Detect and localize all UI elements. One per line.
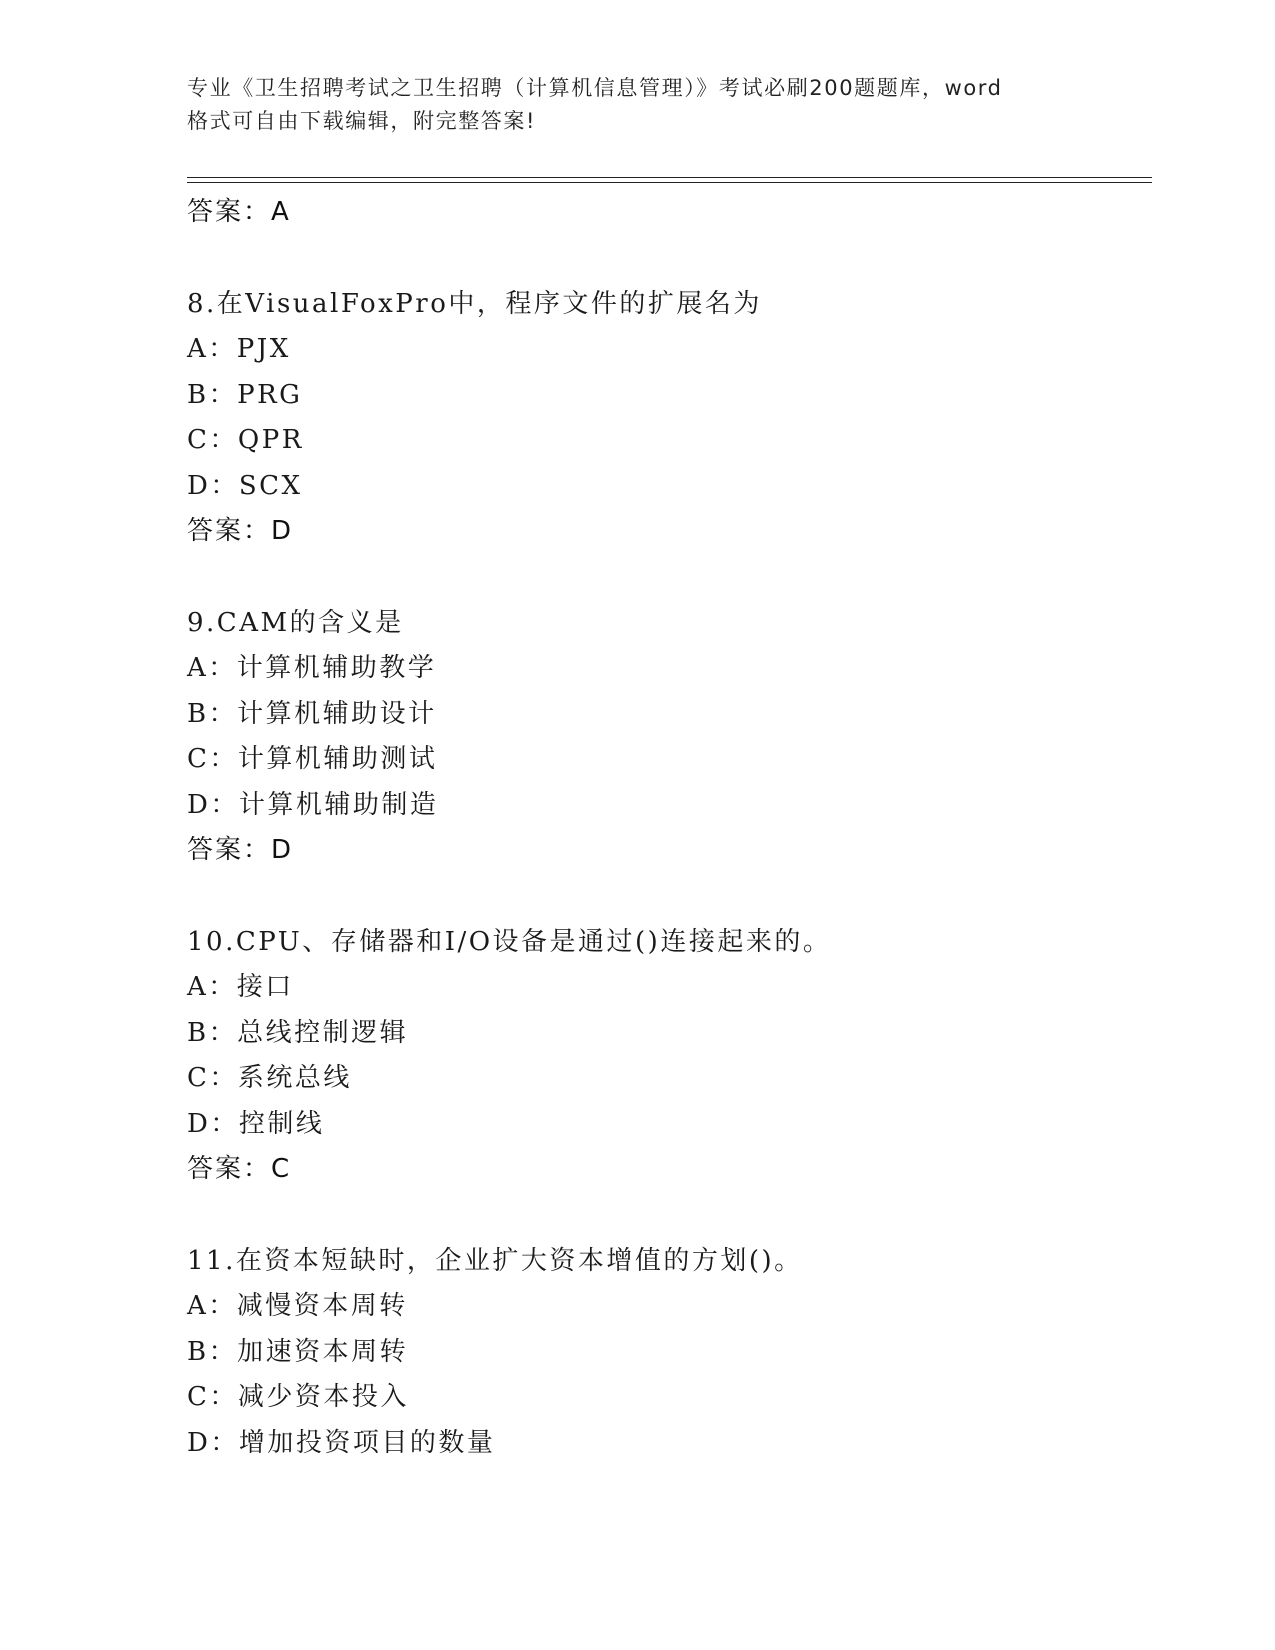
option-a: A：减慢资本周转 bbox=[187, 1291, 408, 1321]
option-b: B：加速资本周转 bbox=[187, 1336, 409, 1367]
option-b: B：计算机辅助设计 bbox=[187, 698, 437, 729]
option-c: C：QPR bbox=[187, 425, 304, 455]
question-block-9 bbox=[187, 601, 1147, 874]
option-d: D：SCX bbox=[187, 470, 303, 501]
question-text: 9.CAM的含义是 bbox=[187, 607, 404, 638]
spacer bbox=[187, 555, 1147, 601]
option-c: C：减少资本投入 bbox=[187, 1382, 409, 1412]
question-text: 8.在VisualFoxPro中，程序文件的扩展名为 bbox=[187, 288, 762, 319]
option-b: B：PRG bbox=[187, 379, 303, 410]
option-d: D：增加投资项目的数量 bbox=[187, 1427, 496, 1458]
option-d: D：计算机辅助制造 bbox=[187, 789, 439, 820]
answer: 答案：D bbox=[187, 516, 294, 546]
document-header bbox=[187, 72, 1087, 138]
question-block-11 bbox=[187, 1239, 1147, 1467]
spacer bbox=[187, 236, 1147, 282]
header-rule-bottom bbox=[187, 182, 1152, 183]
question-text: 11.在资本短缺时，企业扩大资本增值的方划()。 bbox=[187, 1245, 803, 1276]
option-a: A：接口 bbox=[187, 972, 294, 1002]
previous-answer: 答案：A bbox=[187, 197, 291, 227]
option-a: A：计算机辅助教学 bbox=[187, 653, 437, 683]
option-b: B：总线控制逻辑 bbox=[187, 1017, 409, 1048]
option-c: C：系统总线 bbox=[187, 1063, 352, 1093]
option-a: A：PJX bbox=[187, 334, 291, 364]
question-list bbox=[187, 190, 1147, 1466]
spacer bbox=[187, 1193, 1147, 1239]
question-block-8 bbox=[187, 282, 1147, 555]
option-d: D：控制线 bbox=[187, 1108, 325, 1139]
header-rule-top bbox=[187, 177, 1152, 178]
header-line-1: 专业《卫生招聘考试之卫生招聘（计算机信息管理）》考试必刷200题题库，word bbox=[187, 76, 1003, 100]
answer: 答案：C bbox=[187, 1154, 292, 1184]
header-line-2: 格式可自由下载编辑，附完整答案! bbox=[187, 109, 537, 133]
option-c: C：计算机辅助测试 bbox=[187, 744, 438, 774]
answer: 答案：D bbox=[187, 835, 294, 865]
spacer bbox=[187, 874, 1147, 920]
question-text: 10.CPU、存储器和I/O设备是通过()连接起来的。 bbox=[187, 926, 832, 957]
question-block-10 bbox=[187, 920, 1147, 1193]
